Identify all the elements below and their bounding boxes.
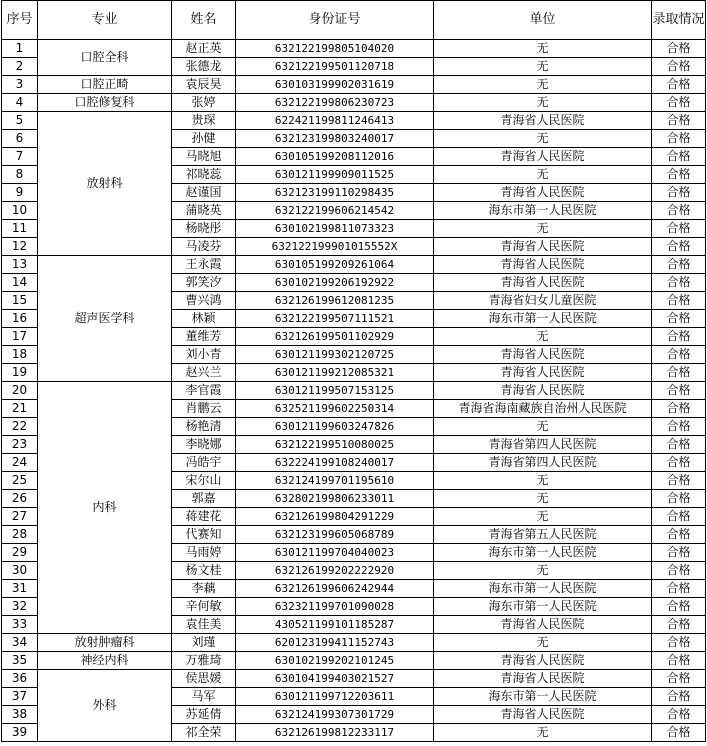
seq-cell: 38 (2, 706, 38, 724)
unit-cell: 青海省妇女儿童医院 (434, 292, 652, 310)
unit-cell: 青海省人民医院 (434, 670, 652, 688)
table-row (2, 40, 706, 58)
status-cell: 合格 (652, 274, 706, 292)
id-number-cell: 632123199803240017 (236, 130, 434, 148)
seq-cell: 37 (2, 688, 38, 706)
seq-cell: 35 (2, 652, 38, 670)
unit-cell: 海东市第一人民医院 (434, 580, 652, 598)
id-number-cell: 632126199501102929 (236, 328, 434, 346)
id-number-cell: 632802199806233011 (236, 490, 434, 508)
name-cell: 蒲晓英 (172, 202, 236, 220)
table-row (2, 112, 706, 130)
id-number-cell: 630102199811073323 (236, 220, 434, 238)
seq-cell: 11 (2, 220, 38, 238)
status-cell: 合格 (652, 364, 706, 382)
name-cell: 赵正英 (172, 40, 236, 58)
id-number-cell: 632126199812233117 (236, 724, 434, 742)
name-cell: 祁晓蕊 (172, 166, 236, 184)
status-cell: 合格 (652, 346, 706, 364)
id-number-cell: 632126199606242944 (236, 580, 434, 598)
id-number-cell: 630104199403021527 (236, 670, 434, 688)
major-cell: 口腔正畸 (38, 76, 172, 94)
id-number-cell: 632122199510080025 (236, 436, 434, 454)
id-number-cell: 632521199602250314 (236, 400, 434, 418)
unit-cell: 无 (434, 94, 652, 112)
id-number-cell: 632122199901015552X (236, 238, 434, 256)
id-number-cell: 630105199208112016 (236, 148, 434, 166)
unit-cell: 青海省第四人民医院 (434, 436, 652, 454)
unit-cell: 无 (434, 40, 652, 58)
status-cell: 合格 (652, 652, 706, 670)
status-cell: 合格 (652, 220, 706, 238)
unit-cell: 青海省人民医院 (434, 706, 652, 724)
status-cell: 合格 (652, 76, 706, 94)
major-cell: 放射科 (38, 112, 172, 256)
header-unit: 单位 (434, 1, 652, 40)
name-cell: 辛何敏 (172, 598, 236, 616)
header-name: 姓名 (172, 1, 236, 40)
seq-cell: 17 (2, 328, 38, 346)
seq-cell: 13 (2, 256, 38, 274)
unit-cell: 无 (434, 166, 652, 184)
seq-cell: 29 (2, 544, 38, 562)
unit-cell: 海东市第一人民医院 (434, 202, 652, 220)
id-number-cell: 620123199411152743 (236, 634, 434, 652)
name-cell: 李藕 (172, 580, 236, 598)
name-cell: 张婷 (172, 94, 236, 112)
name-cell: 郭笑汐 (172, 274, 236, 292)
name-cell: 马军 (172, 688, 236, 706)
major-cell: 神经内科 (38, 652, 172, 670)
unit-cell: 青海省第四人民医院 (434, 454, 652, 472)
unit-cell: 青海省人民医院 (434, 652, 652, 670)
major-cell: 内科 (38, 382, 172, 634)
unit-cell: 海东市第一人民医院 (434, 688, 652, 706)
status-cell: 合格 (652, 580, 706, 598)
name-cell: 袁佳美 (172, 616, 236, 634)
status-cell: 合格 (652, 256, 706, 274)
name-cell: 马凌芬 (172, 238, 236, 256)
name-cell: 万雅琦 (172, 652, 236, 670)
name-cell: 杨艳清 (172, 418, 236, 436)
status-cell: 合格 (652, 58, 706, 76)
name-cell: 杨文桂 (172, 562, 236, 580)
seq-cell: 18 (2, 346, 38, 364)
unit-cell: 无 (434, 418, 652, 436)
unit-cell: 青海省人民医院 (434, 346, 652, 364)
name-cell: 王永霞 (172, 256, 236, 274)
seq-cell: 9 (2, 184, 38, 202)
seq-cell: 22 (2, 418, 38, 436)
name-cell: 刘小青 (172, 346, 236, 364)
unit-cell: 青海省人民医院 (434, 274, 652, 292)
unit-cell: 无 (434, 220, 652, 238)
table-row (2, 256, 706, 274)
id-number-cell: 632224199108240017 (236, 454, 434, 472)
unit-cell: 无 (434, 490, 652, 508)
id-number-cell: 632126199804291229 (236, 508, 434, 526)
unit-cell: 无 (434, 508, 652, 526)
id-number-cell: 630121199212085321 (236, 364, 434, 382)
seq-cell: 26 (2, 490, 38, 508)
seq-cell: 4 (2, 94, 38, 112)
id-number-cell: 430521199101185287 (236, 616, 434, 634)
id-number-cell: 632123199110298435 (236, 184, 434, 202)
status-cell: 合格 (652, 508, 706, 526)
status-cell: 合格 (652, 382, 706, 400)
id-number-cell: 632122199805104020 (236, 40, 434, 58)
status-cell: 合格 (652, 400, 706, 418)
status-cell: 合格 (652, 310, 706, 328)
unit-cell: 青海省人民医院 (434, 364, 652, 382)
status-cell: 合格 (652, 562, 706, 580)
unit-cell: 青海省人民医院 (434, 112, 652, 130)
seq-cell: 31 (2, 580, 38, 598)
status-cell: 合格 (652, 634, 706, 652)
status-cell: 合格 (652, 616, 706, 634)
unit-cell: 海东市第一人民医院 (434, 544, 652, 562)
seq-cell: 32 (2, 598, 38, 616)
major-cell: 外科 (38, 670, 172, 742)
unit-cell: 无 (434, 724, 652, 742)
id-number-cell: 630121199603247826 (236, 418, 434, 436)
status-cell: 合格 (652, 490, 706, 508)
status-cell: 合格 (652, 202, 706, 220)
roster-body (2, 40, 706, 742)
seq-cell: 28 (2, 526, 38, 544)
status-cell: 合格 (652, 706, 706, 724)
status-cell: 合格 (652, 418, 706, 436)
status-cell: 合格 (652, 526, 706, 544)
seq-cell: 30 (2, 562, 38, 580)
seq-cell: 5 (2, 112, 38, 130)
seq-cell: 15 (2, 292, 38, 310)
unit-cell: 无 (434, 328, 652, 346)
status-cell: 合格 (652, 544, 706, 562)
name-cell: 马雨婷 (172, 544, 236, 562)
table-row (2, 94, 706, 112)
id-number-cell: 630121199302120725 (236, 346, 434, 364)
table-row (2, 652, 706, 670)
status-cell: 合格 (652, 328, 706, 346)
id-number-cell: 632122199806230723 (236, 94, 434, 112)
seq-cell: 3 (2, 76, 38, 94)
name-cell: 代赛知 (172, 526, 236, 544)
seq-cell: 10 (2, 202, 38, 220)
id-number-cell: 630102199202101245 (236, 652, 434, 670)
seq-cell: 19 (2, 364, 38, 382)
id-number-cell: 630121199704040023 (236, 544, 434, 562)
name-cell: 张德龙 (172, 58, 236, 76)
seq-cell: 24 (2, 454, 38, 472)
id-number-cell: 630121199507153125 (236, 382, 434, 400)
id-number-cell: 632124199701195610 (236, 472, 434, 490)
status-cell: 合格 (652, 724, 706, 742)
status-cell: 合格 (652, 148, 706, 166)
table-row (2, 670, 706, 688)
unit-cell: 青海省人民医院 (434, 382, 652, 400)
id-number-cell: 630102199206192922 (236, 274, 434, 292)
status-cell: 合格 (652, 130, 706, 148)
name-cell: 侯思媛 (172, 670, 236, 688)
id-number-cell: 622421199811246413 (236, 112, 434, 130)
status-cell: 合格 (652, 238, 706, 256)
status-cell: 合格 (652, 436, 706, 454)
unit-cell: 无 (434, 58, 652, 76)
status-cell: 合格 (652, 472, 706, 490)
major-cell: 超声医学科 (38, 256, 172, 382)
header-id-number: 身份证号 (236, 1, 434, 40)
header-seq: 序号 (2, 1, 38, 40)
unit-cell: 无 (434, 76, 652, 94)
name-cell: 林颖 (172, 310, 236, 328)
name-cell: 李官霞 (172, 382, 236, 400)
header-status: 录取情况 (652, 1, 706, 40)
status-cell: 合格 (652, 112, 706, 130)
seq-cell: 8 (2, 166, 38, 184)
name-cell: 宋尔山 (172, 472, 236, 490)
id-number-cell: 632321199701090028 (236, 598, 434, 616)
name-cell: 孙健 (172, 130, 236, 148)
unit-cell: 青海省第五人民医院 (434, 526, 652, 544)
seq-cell: 7 (2, 148, 38, 166)
name-cell: 苏延倩 (172, 706, 236, 724)
unit-cell: 无 (434, 130, 652, 148)
seq-cell: 1 (2, 40, 38, 58)
unit-cell: 青海省人民医院 (434, 256, 652, 274)
id-number-cell: 630121199909011525 (236, 166, 434, 184)
seq-cell: 34 (2, 634, 38, 652)
name-cell: 祁全荣 (172, 724, 236, 742)
id-number-cell: 632126199202222920 (236, 562, 434, 580)
name-cell: 袁辰昊 (172, 76, 236, 94)
name-cell: 冯皓宇 (172, 454, 236, 472)
id-number-cell: 630105199209261064 (236, 256, 434, 274)
unit-cell: 海东市第一人民医院 (434, 310, 652, 328)
seq-cell: 20 (2, 382, 38, 400)
table-row (2, 76, 706, 94)
id-number-cell: 630103199902031619 (236, 76, 434, 94)
name-cell: 杨晓彤 (172, 220, 236, 238)
unit-cell: 无 (434, 472, 652, 490)
seq-cell: 33 (2, 616, 38, 634)
seq-cell: 16 (2, 310, 38, 328)
status-cell: 合格 (652, 184, 706, 202)
name-cell: 郭嘉 (172, 490, 236, 508)
unit-cell: 青海省人民医院 (434, 616, 652, 634)
seq-cell: 21 (2, 400, 38, 418)
status-cell: 合格 (652, 670, 706, 688)
seq-cell: 12 (2, 238, 38, 256)
seq-cell: 2 (2, 58, 38, 76)
seq-cell: 23 (2, 436, 38, 454)
unit-cell: 青海省海南藏族自治州人民医院 (434, 400, 652, 418)
id-number-cell: 632122199507111521 (236, 310, 434, 328)
major-cell: 放射肿瘤科 (38, 634, 172, 652)
id-number-cell: 632123199605068789 (236, 526, 434, 544)
status-cell: 合格 (652, 688, 706, 706)
unit-cell: 青海省人民医院 (434, 148, 652, 166)
unit-cell: 青海省人民医院 (434, 184, 652, 202)
seq-cell: 14 (2, 274, 38, 292)
name-cell: 刘瑾 (172, 634, 236, 652)
name-cell: 马晓旭 (172, 148, 236, 166)
name-cell: 贵琛 (172, 112, 236, 130)
major-cell: 口腔修复科 (38, 94, 172, 112)
name-cell: 李晓娜 (172, 436, 236, 454)
table-row (2, 634, 706, 652)
major-cell: 口腔全科 (38, 40, 172, 76)
name-cell: 赵兴兰 (172, 364, 236, 382)
status-cell: 合格 (652, 94, 706, 112)
name-cell: 董维芳 (172, 328, 236, 346)
unit-cell: 无 (434, 562, 652, 580)
status-cell: 合格 (652, 166, 706, 184)
header-row (2, 1, 706, 40)
status-cell: 合格 (652, 454, 706, 472)
unit-cell: 无 (434, 634, 652, 652)
id-number-cell: 632124199307301729 (236, 706, 434, 724)
seq-cell: 6 (2, 130, 38, 148)
status-cell: 合格 (652, 598, 706, 616)
name-cell: 赵谨国 (172, 184, 236, 202)
status-cell: 合格 (652, 292, 706, 310)
seq-cell: 36 (2, 670, 38, 688)
name-cell: 肖鹏云 (172, 400, 236, 418)
name-cell: 蒋建花 (172, 508, 236, 526)
unit-cell: 海东市第一人民医院 (434, 598, 652, 616)
name-cell: 曹兴鸿 (172, 292, 236, 310)
unit-cell: 青海省人民医院 (434, 238, 652, 256)
header-major: 专业 (38, 1, 172, 40)
admission-roster-table (1, 0, 706, 742)
id-number-cell: 632122199606214542 (236, 202, 434, 220)
seq-cell: 25 (2, 472, 38, 490)
seq-cell: 27 (2, 508, 38, 526)
id-number-cell: 632122199501120718 (236, 58, 434, 76)
id-number-cell: 632126199612081235 (236, 292, 434, 310)
id-number-cell: 630121199712203611 (236, 688, 434, 706)
seq-cell: 39 (2, 724, 38, 742)
table-row (2, 382, 706, 400)
status-cell: 合格 (652, 40, 706, 58)
